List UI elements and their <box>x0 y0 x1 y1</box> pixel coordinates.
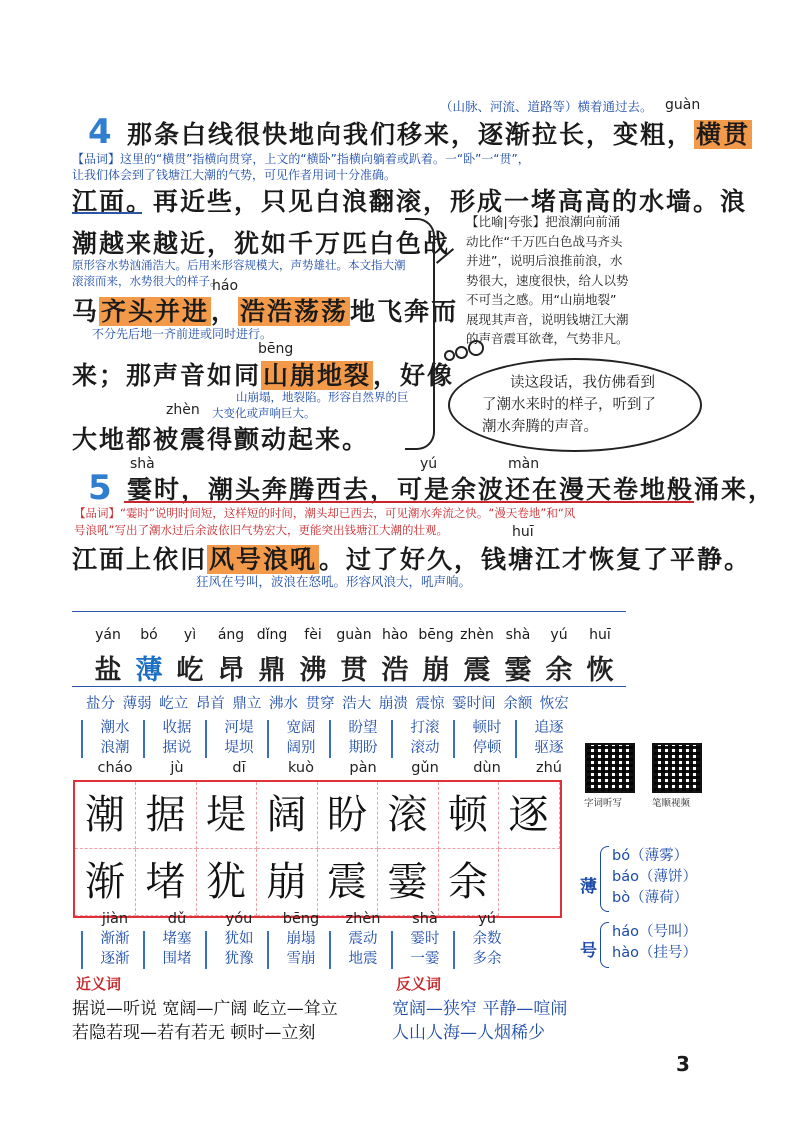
word: 宽阔 <box>286 720 316 736</box>
vocab-pinyin: guàn <box>336 627 372 643</box>
highlight-hengguan: 横贯 <box>696 120 751 149</box>
vocab-char: 盐 <box>94 655 122 686</box>
side-note-l4: 不可当之感。用“山崩地裂” <box>466 292 617 307</box>
grid-pinyin: dùn <box>473 760 501 776</box>
word: 潮水 <box>100 720 130 736</box>
vocab-char: 昂 <box>217 655 245 686</box>
word-pair <box>396 718 454 758</box>
word: 崩塌 <box>286 931 316 947</box>
word: 顿时 <box>472 720 502 736</box>
grid-char: 渐 <box>75 849 136 916</box>
word: 逐渐 <box>100 951 130 967</box>
qr-label-dictation: 字词听写 <box>584 798 623 809</box>
top-annotation: （山脉、河流、道路等）横着通过去。 <box>440 99 653 114</box>
side-note <box>466 212 629 349</box>
word: 犹豫 <box>224 951 254 967</box>
vocab-char: 贯 <box>340 655 368 686</box>
poly-reading-bo: bó（薄雾） <box>612 848 689 864</box>
qr-code-stroke-video[interactable] <box>652 743 702 793</box>
grid-pinyin-bottom: shà <box>412 911 438 927</box>
p5-line1: 霎时，潮头奔腾西去，可是余波还在漫天卷地般涌来， <box>127 475 776 504</box>
word-sep <box>515 720 517 758</box>
word: 霎时 <box>410 931 440 947</box>
antonyms-line-1: 宽阔—狭窄 平静—喧闹 <box>392 999 568 1019</box>
poly-reading-hao2: hào（挂号） <box>612 945 697 961</box>
grid-pinyin-bottom: bēng <box>282 911 320 927</box>
side-note-l6: 的声音震耳欲聋，气势非凡。 <box>466 331 629 346</box>
word-pair <box>334 718 392 758</box>
pinyin-zhen: zhèn <box>166 402 200 418</box>
p5-line2-b: 。过了好久，钱塘江才恢复了平静。 <box>319 545 752 574</box>
side-note-l5: 展现其声音，说明钱塘江大潮 <box>466 311 629 327</box>
grid-char: 震 <box>317 849 378 916</box>
vocab-pinyin: huī <box>589 627 611 643</box>
poly-char-hao: 号 <box>580 941 597 961</box>
grid-char: 崩 <box>257 849 318 916</box>
p4-line4-b: ， <box>211 297 239 326</box>
word: 据说 <box>162 740 192 756</box>
word-pair <box>210 718 268 758</box>
word: 堵塞 <box>162 931 192 947</box>
synonyms-label: 近义词 <box>76 975 122 993</box>
note-haohao-1: 原形容水势汹涌浩大。后用来形容规模大，声势雄壮。本文指大潮 <box>72 258 406 272</box>
grid-char: 堵 <box>136 849 197 916</box>
word: 雪崩 <box>286 951 316 967</box>
word-sep <box>453 931 455 969</box>
grid-pinyin: dī <box>232 760 246 776</box>
vocab-pinyin: dǐng <box>256 627 288 643</box>
grid-char: 堤 <box>196 782 257 849</box>
antonyms-label: 反义词 <box>396 975 442 993</box>
word: 滚动 <box>410 740 440 756</box>
grid-char: 盼 <box>317 782 378 849</box>
word-pair <box>148 718 206 758</box>
vocab-pinyin: hào <box>381 627 409 643</box>
pinci-note-1 <box>72 150 530 167</box>
pinyin-guan: guàn <box>665 97 701 113</box>
pinyin-man: màn <box>508 456 540 472</box>
word-pair-bottom <box>272 929 330 969</box>
pinci-note-2: 让我们体会到了钱塘江大潮的气势，可见作者用词十分准确。 <box>72 168 397 182</box>
grid-pinyin: cháo <box>97 760 133 776</box>
word-sep <box>391 720 393 758</box>
highlight-qitoubingjin: 齐头并进 <box>101 297 210 326</box>
poly-brace-2 <box>600 922 609 968</box>
word-pair-bottom <box>86 929 144 969</box>
pinci-note-5a: 【品词】“霎时”说明时间短，这样短的时间，潮头却已西去，可见潮水奔流之快。“漫天卷地”和“风 <box>74 506 576 520</box>
synonyms-line-1: 据说—听说 宽阔—广阔 屹立—耸立 <box>72 999 338 1019</box>
word: 一霎 <box>410 951 440 967</box>
word-sep <box>267 720 269 758</box>
vocab-char: 震 <box>463 655 491 686</box>
bubble-line-2: 潮水奔腾的声音。 <box>482 419 598 435</box>
word-sep <box>81 931 83 969</box>
vocab-pinyin: bēng <box>418 627 454 643</box>
side-note-l1: 动比作“千万匹白色战马齐头 <box>466 233 623 249</box>
word-pair <box>458 718 516 758</box>
poly-readings-hao <box>612 922 697 964</box>
vocab-char: 沸 <box>299 655 327 686</box>
qr-code-dictation[interactable] <box>585 743 635 793</box>
word-pair-bottom <box>334 929 392 969</box>
word: 浪潮 <box>100 740 130 756</box>
grid-pinyin-bottom: yú <box>478 911 496 927</box>
vocab-char: 霎 <box>504 655 532 686</box>
word-sep <box>143 931 145 969</box>
red-underline <box>124 501 694 503</box>
p5-line2 <box>72 540 751 576</box>
grid-char: 阔 <box>257 782 318 849</box>
vocab-pinyin: shà <box>505 627 531 643</box>
bubble-dot-small <box>444 350 455 361</box>
paragraph-number-4: 4 <box>88 112 112 152</box>
word: 震动 <box>348 931 378 947</box>
grid-char: 据 <box>136 782 197 849</box>
pinci-note-5b: 号浪吼”写出了潮水过后余波依旧气势宏大，更能突出钱塘江大潮的壮观。 <box>74 523 448 537</box>
highlight-shanbengdilie: 山崩地裂 <box>263 361 372 390</box>
page-number: 3 <box>676 1052 690 1076</box>
vocab-pinyin: yì <box>183 627 197 643</box>
word-sep <box>205 931 207 969</box>
word-pair-bottom <box>396 929 454 969</box>
side-note-l2: 并进”，说明后浪推前浪，水 <box>466 253 623 268</box>
divider-top <box>72 611 626 612</box>
bubble-text <box>482 372 656 438</box>
p4-line5 <box>72 356 454 392</box>
pinci-note-1-text: 【品词】这里的“横贯”指横向贯穿，上文的“横卧”指横向躺着或趴着。一“卧”一“贯”， <box>72 152 530 166</box>
note-haohao-2: 滚滚而来，水势很大的样子。 <box>72 274 222 288</box>
vocab-char: 屹 <box>176 655 204 686</box>
vocab-char: 薄 <box>135 655 163 686</box>
p4-line4-a: 马 <box>72 297 100 326</box>
word: 围堵 <box>162 951 192 967</box>
note-qitou: 不分先后地一齐前进或同时进行。 <box>92 327 273 341</box>
bubble-line-0: 读这段话，我仿佛看到 <box>510 375 655 391</box>
note-fenghao: 狂风在号叫，波浪在怒吼。形容风浪大，吼声响。 <box>196 574 472 589</box>
word-pair <box>86 718 144 758</box>
grid-pinyin: zhú <box>536 760 562 776</box>
word: 停顿 <box>472 740 502 756</box>
side-note-l0: 【比喻|夸张】把浪潮向前涌 <box>466 214 621 229</box>
grid-pinyin-bottom: jiàn <box>101 911 129 927</box>
highlight-fenghaolanghou: 风号浪吼 <box>209 545 318 574</box>
pinyin-sha: shà <box>130 456 155 472</box>
grid-char: 霎 <box>378 849 439 916</box>
grid-pinyin-bottom: zhèn <box>345 911 381 927</box>
word: 盼望 <box>348 720 378 736</box>
word-sep <box>391 931 393 969</box>
word-pair-bottom <box>148 929 206 969</box>
vocab-pinyin: zhèn <box>460 627 494 643</box>
word-pair <box>272 718 330 758</box>
word: 阔别 <box>286 740 316 756</box>
vocab-char: 余 <box>545 655 573 686</box>
pinyin-hui: huī <box>512 524 534 540</box>
grid-pinyin: gǔn <box>411 760 439 776</box>
vocab-char: 鼎 <box>258 655 286 686</box>
p5-line2-a: 江面上依旧 <box>72 545 208 574</box>
poly-reading-bao: báo（薄饼） <box>612 869 697 885</box>
word-pair-bottom <box>458 929 516 969</box>
p4-line2: 江面。再近些，只见白浪翻滚，形成一堵高高的水墙。浪 <box>72 187 748 216</box>
side-note-l3: 势很大，速度很快，给人以势 <box>466 272 629 288</box>
vocab-pinyin: yú <box>550 627 568 643</box>
underline-jiangmian <box>72 212 142 214</box>
grid-pinyin-bottom: yóu <box>225 911 253 927</box>
writing-grid <box>73 780 562 918</box>
p4-line1 <box>127 115 752 151</box>
grid-char: 潮 <box>75 782 136 849</box>
p4-line1-text: 那条白线很快地向我们移来，逐渐拉长，变粗， <box>127 120 695 149</box>
word-sep <box>205 720 207 758</box>
paragraph-number-5: 5 <box>88 468 112 508</box>
word-sep <box>267 931 269 969</box>
bracket-line <box>405 218 435 450</box>
word: 余数 <box>472 931 502 947</box>
word: 河堤 <box>224 720 254 736</box>
p4-line5-b: ，好像 <box>373 361 455 390</box>
grid-pinyin: jù <box>170 760 184 776</box>
vocab-pinyin: áng <box>217 627 245 643</box>
p4-line4-c: 地飞奔而 <box>350 297 459 326</box>
vocab-words: 盐分 薄弱 屹立 昂首 鼎立 沸水 贯穿 浩大 崩溃 震惊 霎时间 余额 恢宏 <box>86 696 569 712</box>
qr-label-stroke: 笔顺视频 <box>652 798 691 809</box>
word-sep <box>453 720 455 758</box>
grid-pinyin-bottom: dǔ <box>167 911 187 927</box>
note-shanbeng-2: 大变化或声响巨大。 <box>212 406 316 420</box>
poly-reading-bo2: bò（薄荷） <box>612 890 689 906</box>
grid-char: 逐 <box>499 782 560 849</box>
word-pair-bottom <box>210 929 268 969</box>
vocab-pinyin: fèi <box>304 627 322 643</box>
pinyin-hao: háo <box>212 278 239 294</box>
word-sep <box>143 720 145 758</box>
bubble-line-1: 了潮水来时的样子，听到了 <box>482 397 656 413</box>
word: 收据 <box>162 720 192 736</box>
word: 追逐 <box>534 720 564 736</box>
vocab-char: 崩 <box>422 655 450 686</box>
word: 多余 <box>472 951 502 967</box>
vocab-pinyin-row <box>88 627 628 647</box>
word-sep <box>329 720 331 758</box>
word: 驱逐 <box>534 740 564 756</box>
grid-pinyin: kuò <box>287 760 314 776</box>
pinyin-beng: bēng <box>258 341 294 357</box>
word: 堤坝 <box>224 740 254 756</box>
vocab-char: 恢 <box>586 655 614 686</box>
p4-line6: 大地都被震得颤动起来。 <box>72 425 370 454</box>
pinyin-yu: yú <box>420 456 438 472</box>
grid-char: 滚 <box>378 782 439 849</box>
bubble-dot-mid <box>455 346 468 359</box>
poly-brace-1 <box>600 846 609 912</box>
p4-line4 <box>72 292 458 328</box>
word-sep <box>81 720 83 758</box>
synonyms-line-2: 若隐若现—若有若无 顿时—立刻 <box>72 1023 316 1043</box>
word: 打滚 <box>410 720 440 736</box>
word: 渐渐 <box>100 931 130 947</box>
word: 期盼 <box>348 740 378 756</box>
vocab-pinyin: yán <box>95 627 121 643</box>
poly-readings-bao <box>612 846 697 909</box>
grid-char: 犹 <box>196 849 257 916</box>
note-shanbeng-1: 山崩塌，地裂陷。形容自然界的巨 <box>236 390 409 404</box>
poly-reading-hao1: háo（号叫） <box>612 924 697 940</box>
p4-line5-a: 来；那声音如同 <box>72 361 262 390</box>
grid-pinyin: pàn <box>349 760 377 776</box>
highlight-haohaodangdang: 浩浩荡荡 <box>240 297 349 326</box>
grid-char: 余 <box>438 849 499 916</box>
grid-char: 顿 <box>438 782 499 849</box>
vocab-char: 浩 <box>381 655 409 686</box>
divider-mid <box>72 686 626 687</box>
word: 地震 <box>348 951 378 967</box>
word-pair <box>520 718 578 758</box>
vocab-pinyin: bó <box>140 627 158 643</box>
word-sep <box>329 931 331 969</box>
vocab-char-row <box>88 648 628 688</box>
antonyms-line-2: 人山人海—人烟稀少 <box>392 1023 545 1043</box>
bubble-dot-large <box>468 340 484 356</box>
poly-char-bao: 薄 <box>580 877 597 897</box>
word: 犹如 <box>224 931 254 947</box>
p4-line3: 潮越来越近，犹如千万匹白色战 <box>72 229 451 258</box>
